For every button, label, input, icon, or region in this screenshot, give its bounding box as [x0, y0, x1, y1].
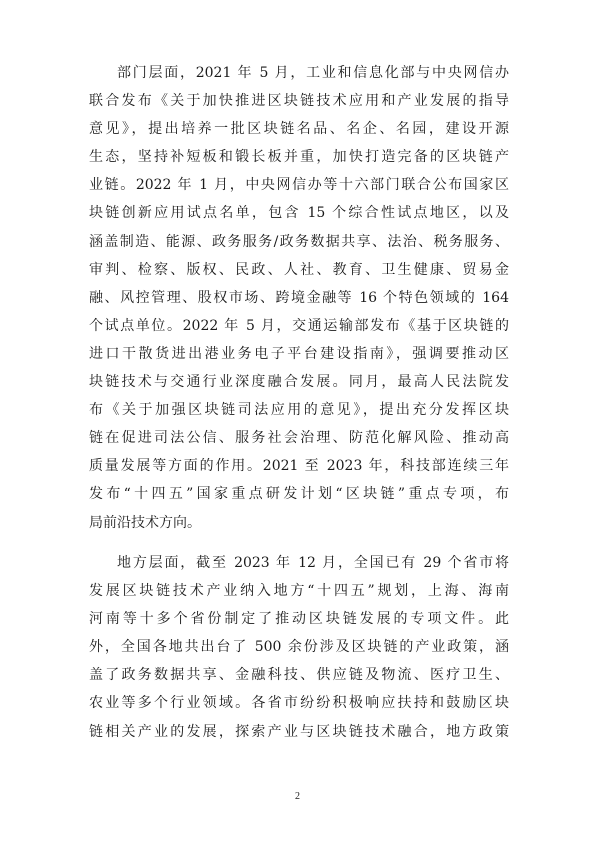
page-number: 2 [295, 791, 300, 802]
text-line: 发展区块链技术产业纳入地方“十四五”规划，上海、海南 [89, 583, 509, 600]
paragraph-department-level [89, 59, 509, 537]
text-line: 农业等多个行业领域。各省市纷纷积极响应扶持和鼓励区块 [89, 695, 509, 712]
text-line: 质量发展等方面的作用。2021 至 2023 年，科技部连续三年 [89, 458, 509, 475]
text-line: 发布“十四五”国家重点研发计划“区块链”重点专项，布 [89, 486, 509, 503]
text-line: 联合发布《关于加快推进区块链技术应用和产业发展的指导 [89, 93, 509, 110]
text-line: 块链创新应用试点名单，包含 15 个综合性试点地区，以及 [89, 205, 509, 222]
text-line: 涵盖制造、能源、政务服务/政务数据共享、法治、税务服务、 [89, 233, 509, 250]
text-line: 融、风控管理、股权市场、跨境金融等 16 个特色领域的 164 [89, 289, 509, 306]
paragraph-local-level [89, 549, 509, 746]
text-line: 河南等十多个省份制定了推动区块链发展的专项文件。此 [89, 611, 509, 628]
text-line: 部门层面，2021 年 5 月，工业和信息化部与中央网信办 [117, 65, 509, 81]
text-line: 意见》，提出培养一批区块链名品、名企、名园，建设开源 [89, 121, 509, 138]
text-line: 地方层面，截至 2023 年 12 月，全国已有 29 个省市将 [117, 555, 509, 571]
text-line: 外，全国各地共出台了 500 余份涉及区块链的产业政策，涵 [89, 639, 509, 656]
text-line: 业链。2022 年 1 月，中央网信办等十六部门联合公布国家区 [89, 177, 509, 194]
text-line: 块链技术与交通行业深度融合发展。同月，最高人民法院发 [89, 374, 509, 391]
text-line: 局前沿技术方向。 [89, 514, 201, 531]
text-line: 个试点单位。2022 年 5 月，交通运输部发布《基于区块链的 [89, 317, 509, 334]
text-line: 链相关产业的发展，探索产业与区块链技术融合，地方政策 [89, 723, 509, 740]
text-line: 盖了政务数据共享、金融科技、供应链及物流、医疗卫生、 [89, 667, 509, 684]
text-line: 审判、检察、版权、民政、人社、教育、卫生健康、贸易金 [89, 261, 509, 278]
text-line: 链在促进司法公信、服务社会治理、防范化解风险、推动高 [89, 430, 509, 447]
text-line: 进口干散货进出港业务电子平台建设指南》，强调要推动区 [89, 345, 509, 362]
text-line: 布《关于加强区块链司法应用的意见》，提出充分发挥区块 [89, 402, 509, 419]
text-line: 生态，坚持补短板和锻长板并重，加快打造完备的区块链产 [89, 149, 509, 166]
